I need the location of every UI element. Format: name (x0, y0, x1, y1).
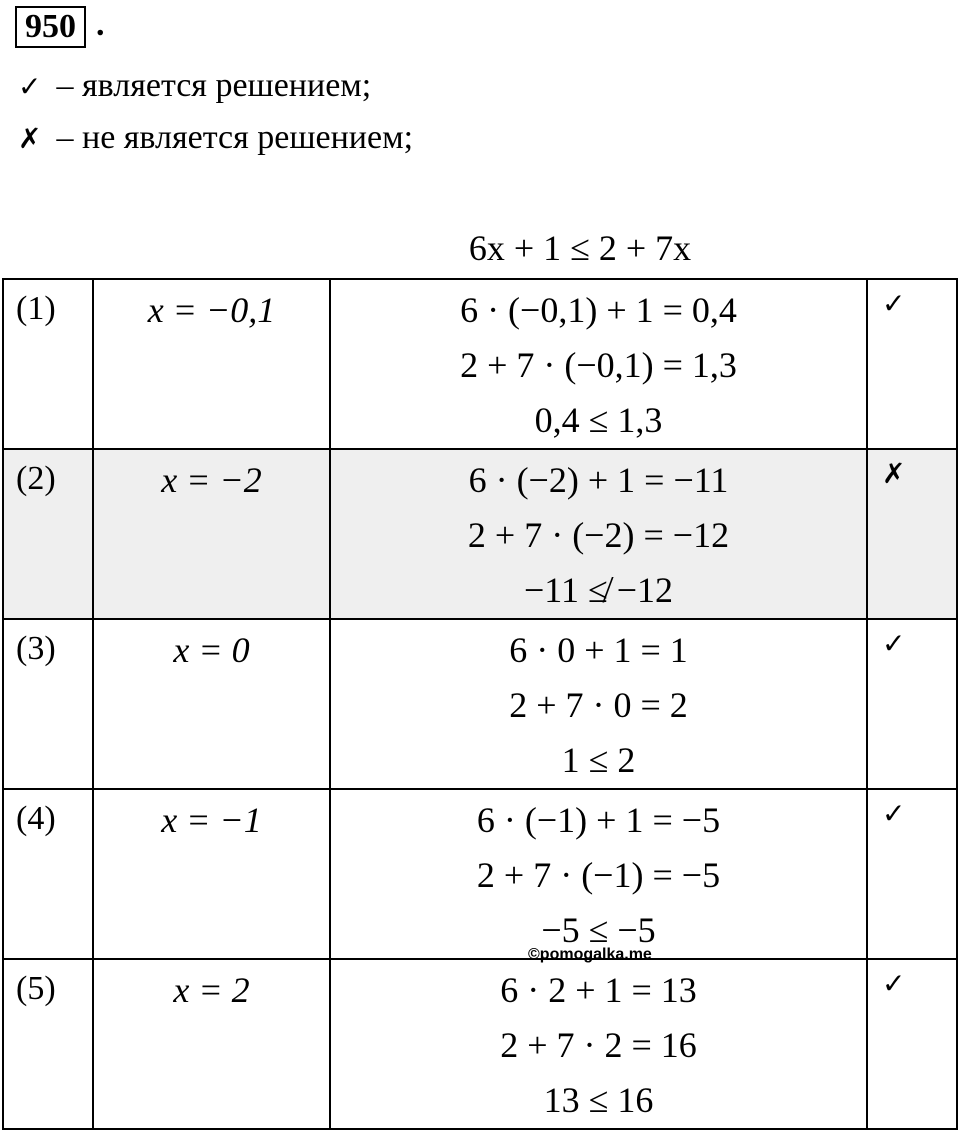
calculation (330, 449, 867, 619)
row-number: (4) (3, 789, 93, 959)
calc-left: 6 · (−0,1) + 1 = 0,4 (460, 290, 737, 330)
watermark: ©pomogalka.me (528, 946, 652, 963)
calc-right: 2 + 7 · 2 = 16 (500, 1025, 697, 1065)
main-inequality: 6x + 1 ≤ 2 + 7x (468, 228, 692, 268)
table-row (3, 789, 957, 959)
check-icon: ✓ (867, 959, 957, 1129)
table-row (3, 619, 957, 789)
x-value: x = −0,1 (93, 279, 330, 449)
problem-number: 950 (15, 6, 86, 48)
problem-number-dot: . (96, 6, 105, 43)
calculation (330, 619, 867, 789)
x-value: x = −2 (93, 449, 330, 619)
row-number: (3) (3, 619, 93, 789)
calc-compare: −11 ≰ −12 (523, 570, 674, 610)
solutions-table (2, 278, 958, 1130)
calc-left: 6 · (−2) + 1 = −11 (468, 460, 729, 500)
table-row (3, 449, 957, 619)
x-value: x = 2 (93, 959, 330, 1129)
calc-compare: 1 ≤ 2 (561, 740, 636, 780)
table-row (3, 279, 957, 449)
calc-compare: 13 ≤ 16 (543, 1080, 654, 1120)
calculation (330, 959, 867, 1129)
check-icon: ✓ (867, 279, 957, 449)
calc-right: 2 + 7 · (−2) = −12 (467, 515, 730, 555)
calc-left: 6 · 2 + 1 = 13 (500, 970, 697, 1010)
legend-solution (18, 66, 371, 107)
legend-not-solution-text: – не является решением; (56, 119, 414, 156)
calc-left: 6 · 0 + 1 = 1 (509, 630, 688, 670)
calc-compare: 0,4 ≤ 1,3 (534, 400, 663, 440)
legend-solution-text: – является решением; (56, 67, 372, 104)
calc-compare: −5 ≤ −5 (541, 910, 656, 950)
check-icon: ✓ (867, 789, 957, 959)
x-value: x = −1 (93, 789, 330, 959)
check-icon: ✓ (18, 70, 42, 103)
calc-right: 2 + 7 · (−1) = −5 (476, 855, 721, 895)
calculation (330, 279, 867, 449)
calc-left: 6 · (−1) + 1 = −5 (476, 800, 721, 840)
row-number: (5) (3, 959, 93, 1129)
calc-right: 2 + 7 · 0 = 2 (509, 685, 688, 725)
x-value: x = 0 (93, 619, 330, 789)
legend-not-solution (18, 118, 413, 159)
table-row (3, 959, 957, 1129)
cross-icon: ✗ (867, 449, 957, 619)
cross-icon: ✗ (18, 122, 42, 155)
calculation (330, 789, 867, 959)
check-icon: ✓ (867, 619, 957, 789)
row-number: (2) (3, 449, 93, 619)
row-number: (1) (3, 279, 93, 449)
calc-right: 2 + 7 · (−0,1) = 1,3 (460, 345, 737, 385)
